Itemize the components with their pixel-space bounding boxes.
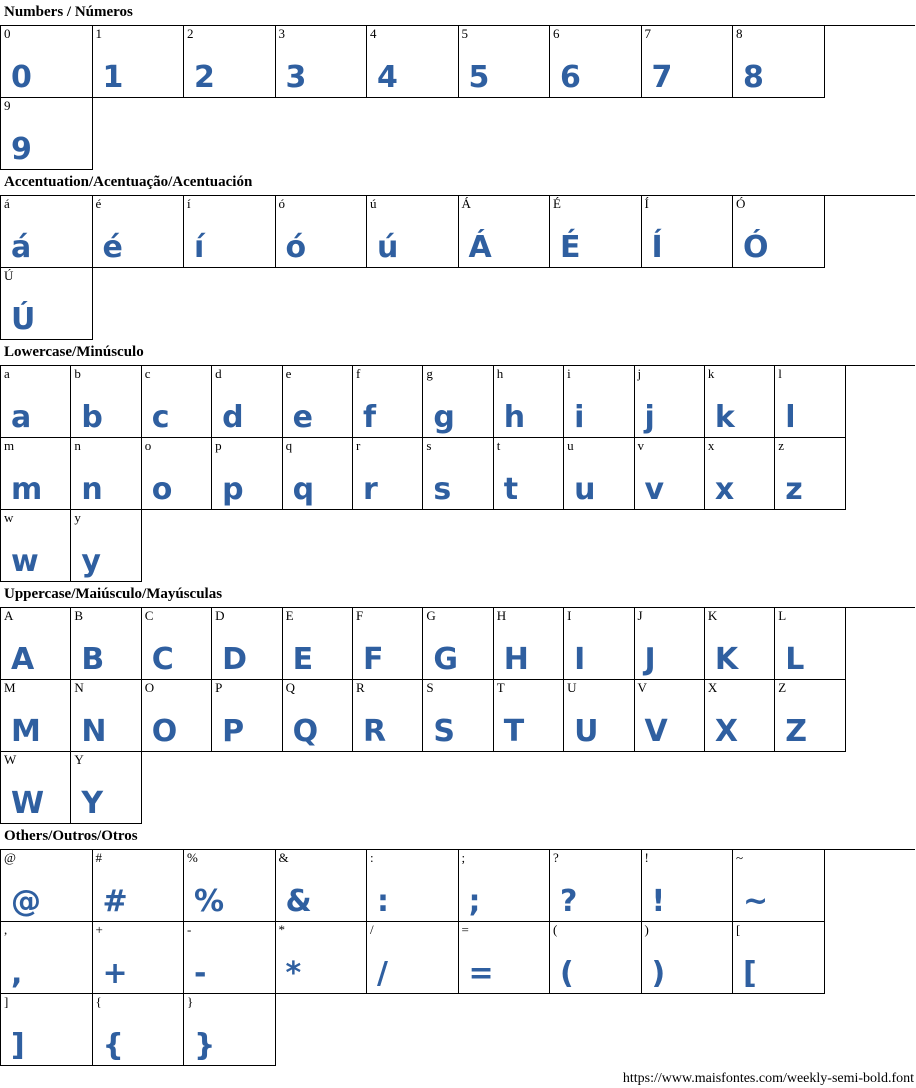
glyph-sample: C [151,642,174,677]
glyph-cell [142,608,212,680]
glyph-sample: { [102,1028,124,1063]
glyph-sample: h [503,400,526,435]
glyph-sample: - [194,956,207,991]
glyph-cell [212,608,282,680]
glyph-label: m [4,438,15,453]
glyph-cell [1,366,71,438]
glyph-label: ] [4,994,9,1009]
glyph-sample: + [102,956,128,991]
glyph-label: Ú [4,268,14,283]
glyph-sample: 0 [11,60,32,95]
glyph-sample: x [714,472,735,507]
glyph-sample: 1 [102,60,124,95]
glyph-label: : [370,850,374,865]
glyph-label: Z [778,680,787,695]
glyph-sample: 3 [285,60,307,95]
glyph-sample: 6 [560,60,581,95]
glyph-label: - [187,922,192,937]
glyph-label: } [187,994,194,1009]
glyph-sample: Y [81,786,104,821]
glyph-grid-others [0,849,915,1066]
glyph-sample: F [362,642,384,677]
glyph-sample: j [644,400,655,435]
glyph-cell [775,608,845,680]
glyph-sample: : [377,884,389,919]
glyph-label: ( [553,922,558,937]
glyph-sample: 4 [377,60,398,95]
glyph-cell [353,438,423,510]
glyph-label: & [278,850,289,865]
glyph-label: y [74,510,81,525]
glyph-cell [775,438,845,510]
glyph-label: p [215,438,222,453]
glyph-label: ? [553,850,559,865]
glyph-cell [423,366,493,438]
glyph-label: # [95,850,102,865]
glyph-label: b [74,366,81,381]
glyph-label: R [355,680,365,695]
glyph-label: V [637,680,647,695]
glyph-label: M [4,680,16,695]
glyph-sample: = [468,956,494,991]
glyph-cell [1,98,93,170]
glyph-label: [ [736,922,741,937]
glyph-sample: I [574,642,586,677]
glyph-cell [1,752,71,824]
glyph-cell [705,438,775,510]
glyph-sample: s [433,472,452,507]
glyph-sample: É [560,230,581,265]
source-url: https://www.maisfontes.com/weekly-semi-bold.font [622,1071,914,1086]
glyph-sample: E [292,642,314,677]
glyph-label: c [144,366,151,381]
glyph-cell [564,680,634,752]
glyph-sample: 2 [194,60,215,95]
glyph-sample: Í [651,230,663,265]
glyph-label: k [707,366,715,381]
glyph-label: / [370,922,374,937]
glyph-sample: R [362,714,387,749]
glyph-cell [494,608,564,680]
glyph-sample: b [81,400,103,435]
glyph-cell [635,366,705,438]
glyph-cell [775,680,845,752]
glyph-label: D [215,608,225,623]
glyph-cell [71,608,141,680]
glyph-cell [353,680,423,752]
glyph-label: T [496,680,505,695]
glyph-label: é [95,196,102,211]
glyph-sample: % [194,884,225,919]
glyph-cell [184,994,276,1066]
glyph-label: A [4,608,14,623]
glyph-cell [1,922,93,994]
glyph-label: o [144,438,152,453]
glyph-cell [276,922,368,994]
glyph-cell [733,850,825,922]
glyph-label: i [567,366,571,381]
glyph-sample: ! [651,884,666,919]
glyph-cell [494,680,564,752]
glyph-sample: z [785,472,803,507]
glyph-sample: S [433,714,455,749]
glyph-sample: J [644,642,656,677]
glyph-label: d [215,366,222,381]
glyph-cell [733,196,825,268]
glyph-cell [494,438,564,510]
glyph-sample: c [151,400,170,435]
glyph-cell [367,850,459,922]
glyph-cell [733,26,825,98]
glyph-sample: r [362,472,378,507]
glyph-cell [71,438,141,510]
glyph-label: ! [644,850,649,865]
glyph-cell [564,366,634,438]
glyph-sample: ; [468,884,481,919]
glyph-sample: , [11,956,23,991]
glyph-sample: t [503,472,519,507]
glyph-cell [642,26,734,98]
glyph-label: U [567,680,577,695]
glyph-cell [733,922,825,994]
glyph-label: É [553,196,561,211]
glyph-label: Y [74,752,84,767]
glyph-label: f [355,366,361,381]
glyph-cell [705,608,775,680]
glyph-cell [1,608,71,680]
glyph-label: u [567,438,574,453]
glyph-label: K [707,608,718,623]
glyph-label: ; [461,850,466,865]
glyph-label: í [187,196,191,211]
glyph-cell [93,922,185,994]
glyph-label: C [144,608,154,623]
section-title-lower: Lowercase/Minúsculo [4,344,144,360]
glyph-cell [564,438,634,510]
glyph-label: t [496,438,501,453]
glyph-sample: d [222,400,244,435]
glyph-label: j [637,366,642,381]
glyph-sample: y [81,544,101,579]
glyph-cell [1,850,93,922]
glyph-label: a [4,366,10,381]
glyph-sample: Ú [11,302,36,337]
glyph-label: , [4,922,8,937]
glyph-label: { [95,994,102,1009]
glyph-grid-upper [0,607,915,824]
glyph-cell [367,922,459,994]
glyph-sample: N [81,714,107,749]
glyph-label: G [426,608,436,623]
section-title-numbers: Numbers / Números [4,4,133,20]
glyph-label: ~ [736,850,744,865]
glyph-sample: ( [560,956,574,991]
glyph-cell [283,608,353,680]
glyph-cell [705,366,775,438]
glyph-label: 3 [278,26,285,41]
glyph-label: O [144,680,155,695]
glyph-cell [459,196,551,268]
glyph-label: 9 [4,98,11,113]
glyph-sample: u [574,472,596,507]
glyph-label: r [355,438,361,453]
glyph-sample: l [785,400,796,435]
glyph-label: S [426,680,434,695]
glyph-sample: á [11,230,32,265]
glyph-label: 6 [553,26,560,41]
glyph-sample: v [644,472,665,507]
glyph-sample: Q [292,714,319,749]
glyph-sample: 9 [11,132,32,167]
glyph-cell [635,608,705,680]
glyph-sample: é [102,230,123,265]
glyph-label: ó [278,196,285,211]
glyph-label: 4 [370,26,377,41]
glyph-sample: [ [743,956,757,991]
glyph-cell [775,366,845,438]
glyph-cell [1,196,93,268]
glyph-cell [212,438,282,510]
glyph-label: l [778,366,782,381]
glyph-cell [142,680,212,752]
glyph-cell [184,850,276,922]
glyph-sample: Á [468,230,492,265]
glyph-sample: U [574,714,599,749]
section-title-others: Others/Outros/Otros [4,828,138,844]
glyph-sample: Z [785,714,808,749]
glyph-sample: 5 [468,60,490,95]
glyph-cell [1,680,71,752]
glyph-cell [459,850,551,922]
section-title-upper: Uppercase/Maiúsculo/Mayúsculas [4,586,223,602]
glyph-sample: T [503,714,525,749]
glyph-cell [93,994,185,1066]
glyph-sample: o [151,472,173,507]
glyph-cell [459,26,551,98]
glyph-cell [642,922,734,994]
glyph-sample: k [714,400,735,435]
glyph-cell [635,680,705,752]
glyph-sample: W [11,786,45,821]
glyph-label: n [74,438,81,453]
glyph-sample: / [377,956,388,991]
glyph-sample: a [11,400,32,435]
glyph-label: á [4,196,10,211]
glyph-label: @ [4,850,16,865]
glyph-label: L [778,608,787,623]
glyph-sample: L [785,642,805,677]
glyph-cell [184,922,276,994]
glyph-sample: í [194,230,205,265]
glyph-grid-numbers [0,25,915,170]
glyph-sample: n [81,472,103,507]
glyph-sample: P [222,714,245,749]
glyph-label: = [461,922,469,937]
glyph-label: h [496,366,504,381]
glyph-cell [93,26,185,98]
glyph-sample: ) [651,956,666,991]
glyph-label: X [707,680,718,695]
glyph-cell [212,680,282,752]
glyph-sample: p [222,472,244,507]
glyph-cell [1,994,93,1066]
glyph-cell [367,196,459,268]
glyph-cell [1,510,71,582]
glyph-cell [93,196,185,268]
glyph-cell [494,366,564,438]
glyph-label: P [215,680,223,695]
glyph-label: s [426,438,432,453]
glyph-sample: O [151,714,178,749]
glyph-label: * [278,922,285,937]
glyph-cell [642,850,734,922]
glyph-label: g [426,366,433,381]
glyph-label: w [4,510,14,525]
glyph-cell [705,680,775,752]
glyph-label: + [95,922,103,937]
glyph-sample: Ó [743,230,769,265]
glyph-label: H [496,608,507,623]
glyph-label: v [637,438,645,453]
glyph-cell [71,366,141,438]
glyph-cell [550,922,642,994]
glyph-label: 8 [736,26,743,41]
glyph-label: ú [370,196,377,211]
glyph-sample: m [11,472,43,507]
glyph-cell [550,850,642,922]
glyph-sample: 8 [743,60,764,95]
glyph-label: q [285,438,293,453]
glyph-label: 0 [4,26,11,41]
glyph-cell [184,26,276,98]
glyph-label: z [778,438,785,453]
glyph-cell [1,26,93,98]
glyph-cell [423,680,493,752]
glyph-cell [353,366,423,438]
glyph-label: Ó [736,196,746,211]
glyph-label: e [285,366,292,381]
glyph-cell [367,26,459,98]
glyph-sample: w [11,544,39,579]
glyph-cell [423,438,493,510]
glyph-label: 1 [95,26,102,41]
glyph-sample: M [11,714,41,749]
glyph-label: 2 [187,26,194,41]
glyph-label: J [637,608,643,623]
glyph-sample: G [433,642,458,677]
glyph-cell [142,438,212,510]
glyph-label: Í [644,196,649,211]
glyph-sample: X [714,714,739,749]
glyph-sample: 7 [651,60,673,95]
glyph-sample: & [285,884,312,919]
glyph-sample: D [222,642,248,677]
glyph-sample: K [714,642,739,677]
glyph-cell [642,196,734,268]
glyph-grid-accent [0,195,915,340]
glyph-cell [71,680,141,752]
glyph-label: E [285,608,294,623]
glyph-sample: A [11,642,35,677]
glyph-label: ) [644,922,649,937]
glyph-sample: ó [285,230,307,265]
glyph-cell [1,268,93,340]
glyph-label: N [74,680,84,695]
glyph-cell [353,608,423,680]
glyph-cell [71,510,141,582]
glyph-cell [276,196,368,268]
glyph-cell [423,608,493,680]
glyph-sample: q [292,472,315,507]
glyph-cell [283,680,353,752]
glyph-label: F [355,608,364,623]
glyph-cell [550,196,642,268]
glyph-sample: } [194,1028,216,1063]
glyph-label: 7 [644,26,651,41]
glyph-sample: @ [11,884,41,919]
glyph-sample: f [362,400,377,435]
glyph-cell [459,922,551,994]
glyph-label: I [567,608,572,623]
glyph-sample: # [102,884,128,919]
glyph-cell [635,438,705,510]
glyph-sample: e [292,400,313,435]
glyph-cell [276,26,368,98]
glyph-sample: ~ [743,884,769,919]
glyph-cell [550,26,642,98]
glyph-label: % [187,850,198,865]
glyph-cell [212,366,282,438]
glyph-label: 5 [461,26,468,41]
glyph-sample: ú [377,230,399,265]
glyph-cell [93,850,185,922]
glyph-sample: ? [560,884,578,919]
glyph-label: W [4,752,17,767]
glyph-label: B [74,608,84,623]
glyph-sample: g [433,400,455,435]
glyph-cell [283,438,353,510]
glyph-cell [564,608,634,680]
glyph-sample: ] [11,1028,25,1063]
glyph-sample: H [503,642,529,677]
glyph-cell [184,196,276,268]
section-title-accent: Accentuation/Acentuação/Acentuación [4,174,253,190]
glyph-cell [1,438,71,510]
glyph-grid-lower [0,365,915,582]
glyph-label: x [707,438,715,453]
glyph-cell [283,366,353,438]
glyph-sample: V [644,714,668,749]
glyph-sample: * [285,956,302,991]
glyph-label: Q [285,680,295,695]
glyph-cell [276,850,368,922]
glyph-label: Á [461,196,471,211]
glyph-cell [142,366,212,438]
glyph-cell [71,752,141,824]
glyph-sample: i [574,400,585,435]
glyph-sample: B [81,642,105,677]
